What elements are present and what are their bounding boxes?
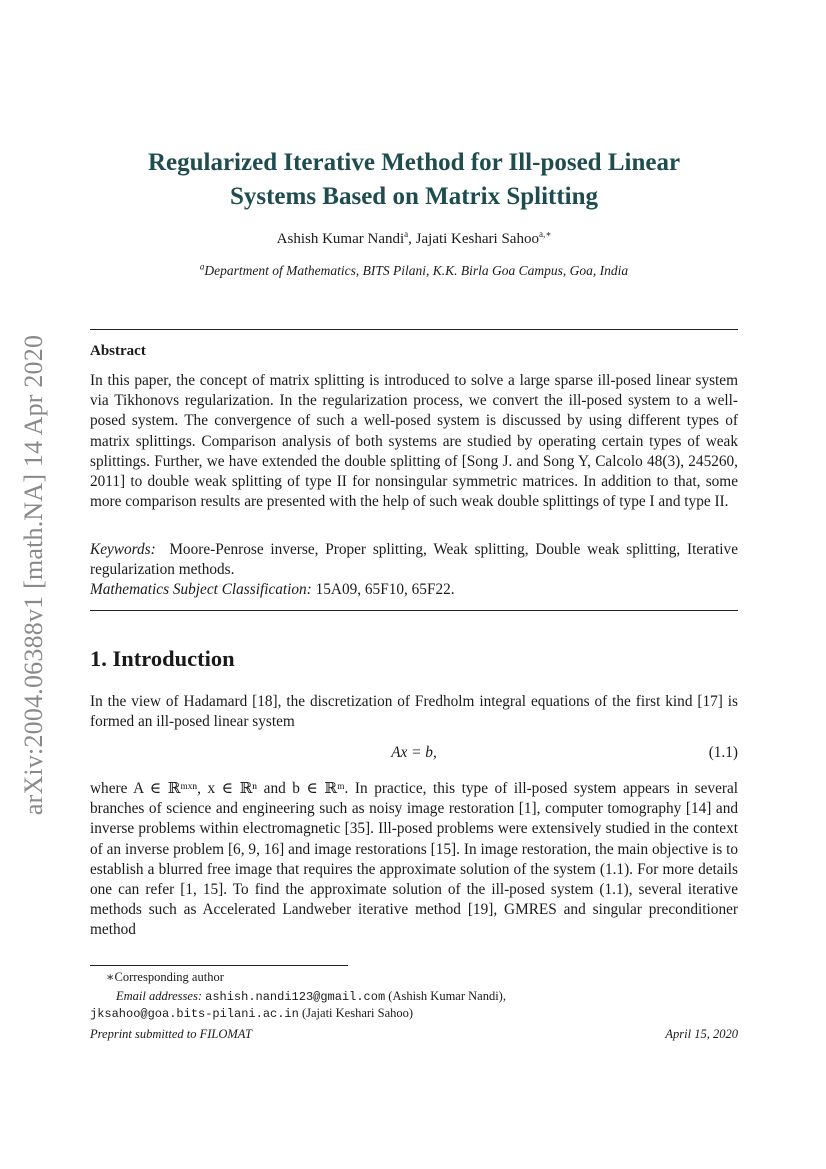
author-affiliation-mark: a,∗ — [538, 229, 552, 239]
abstract-heading: Abstract — [90, 343, 146, 359]
intro-paragraph-1: In the view of Hadamard [18], the discretization of Fredholm integral equations of the first kind [17] is formed an ill-posed linear system — [90, 693, 738, 731]
msc-classification — [90, 580, 738, 600]
footer-preprint: Preprint submitted to FILOMAT — [90, 1027, 252, 1041]
keywords-label: Keywords: — [90, 541, 156, 558]
equation-body: Ax = b, — [391, 744, 437, 761]
abstract-top-rule — [90, 329, 738, 330]
footnote-corresponding: ∗Corresponding author — [106, 970, 224, 984]
equation-1-1 — [90, 744, 738, 764]
msc-label: Mathematics Subject Classification: — [90, 581, 312, 598]
title-line-2: Systems Based on Matrix Splitting — [229, 183, 599, 210]
affiliation-mark: a — [199, 261, 205, 272]
arxiv-identifier: arXiv:2004.06388v1 [math.NA] 14 Apr 2020 — [19, 334, 48, 816]
affiliation — [90, 263, 738, 279]
keywords-text: Moore-Penrose inverse, Proper splitting, Weak splitting, Double weak splitting, Iterative regularization methods. — [90, 541, 738, 579]
email-link[interactable]: ashish.nandi123@gmail.com — [205, 990, 386, 1004]
footnote-rule — [90, 965, 348, 966]
abstract-bottom-rule — [90, 610, 738, 611]
email-link[interactable]: jksahoo@goa.bits-pilani.ac.in — [90, 1007, 299, 1021]
email-owner: (Ashish Kumar Nandi), — [388, 989, 506, 1003]
abstract-text: In this paper, the concept of matrix splitting is introduced to solve a large sparse ill-posed linear system via Tikhonovs regularization. In the regularization process, we convert the ill-posed system to a well-posed system. The convergence of such a well-posed system is discussed by using different types of matrix splittings. Comparison analysis of both systems are studied by operating certain types of weak splittings. Further, we have extended the double splitting of [Song J. and Song Y, Calcolo 48(3), 245260, 2011] to double weak splitting of type II for nonsingular symmetric matrices. In addition to that, some more comparison results are presented with the help of such weak double splittings of type I and type II. — [90, 372, 738, 511]
keywords — [90, 540, 738, 580]
msc-codes: 15A09, 65F10, 65F22. — [315, 581, 455, 598]
section-heading-introduction: 1. Introduction — [90, 646, 235, 671]
affiliation-text: Department of Mathematics, BITS Pilani, K.K. Birla Goa Campus, Goa, India — [204, 263, 629, 278]
paper-title — [90, 146, 738, 214]
footer-date: April 15, 2020 — [665, 1027, 738, 1041]
author-list: Ashish Kumar Nandi$^a$, Jajati Keshari Sahoo$^{a,∗}$ — [276, 229, 552, 247]
email-label: Email addresses: — [116, 989, 202, 1003]
equation-number: (1.1) — [708, 744, 738, 761]
author-affiliation-mark: a — [404, 229, 409, 239]
author-name: Jajati Keshari Sahoo — [415, 231, 539, 247]
intro-paragraph-2: where A ∈ ℝᵐˣⁿ, x ∈ ℝⁿ and b ∈ ℝᵐ. In practice, this type of ill-posed system appears in several branches of science and engineering such as noisy image restoration [1], computer tomography [14] and inverse problems within electromagnetic [35]. Ill-posed problems were extensively studied in the context of an inverse problem [6, 9, 16] and image restorations [15]. In image restoration, the main objective is to establish a blurred free image that requires the approximate solution of the system (1.1). For more details one can refer [1, 15]. To find the approximate solution of the ill-posed system (1.1), several iterative methods such as Accelerated Landweber iterative method [19], GMRES and singular preconditioner method — [90, 780, 738, 939]
author-name: Ashish Kumar Nandi — [276, 231, 405, 247]
title-line-1: Regularized Iterative Method for Ill-posed Linear — [147, 149, 681, 176]
email-owner: (Jajati Keshari Sahoo) — [301, 1006, 414, 1020]
footnote-emails-cont — [90, 1004, 738, 1023]
